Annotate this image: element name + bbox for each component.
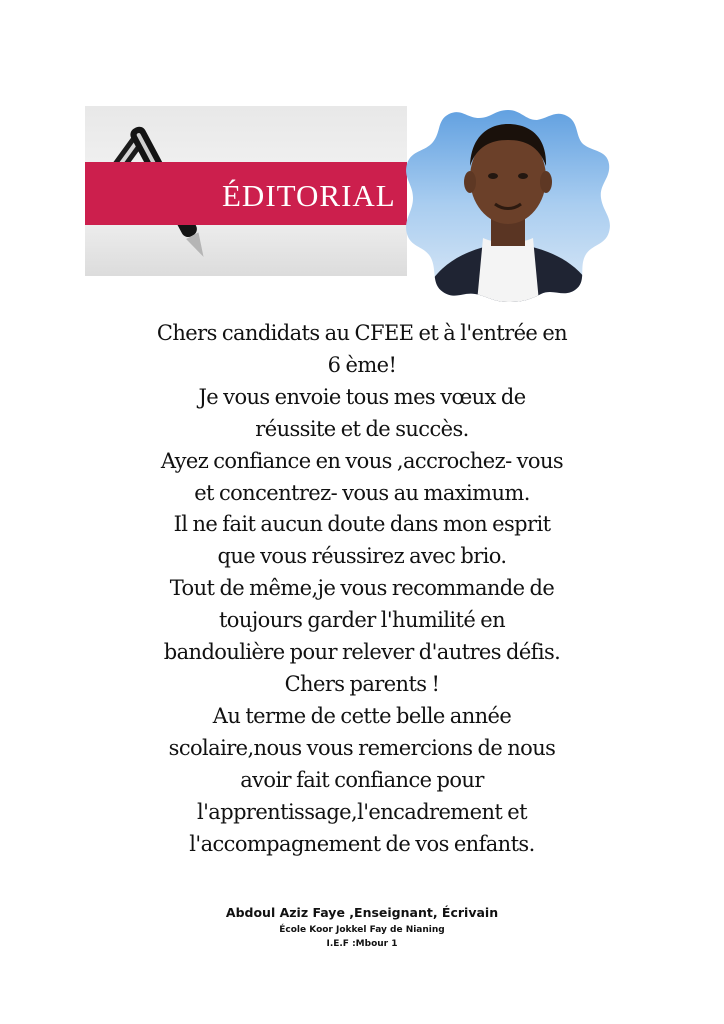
- signature-school: École Koor Jokkel Fay de Nianing: [279, 925, 445, 935]
- letter-line: et concentrez- vous au maximum.: [194, 480, 530, 505]
- letter-line: Chers candidats au CFEE et à l'entrée en: [156, 321, 568, 345]
- letter-line: Je vous envoie tous mes vœux de: [198, 384, 526, 409]
- editorial-letter: [92, 318, 632, 860]
- letter-line: Chers parents !: [284, 671, 440, 696]
- editorial-banner: [85, 106, 407, 276]
- letter-line: réussite et de succès.: [255, 416, 469, 441]
- letter-line: scolaire,nous vous remercions de nous: [168, 735, 556, 760]
- letter-line: bandoulière pour relever d'autres défis.: [163, 640, 561, 665]
- signature-name: Abdoul Aziz Faye ,Enseignant, Écrivain: [225, 905, 499, 920]
- letter-line: l'apprentissage,l'encadrement et: [197, 799, 527, 824]
- letter-line: Tout de même,je vous recommande de: [169, 576, 555, 601]
- letter-line: avoir fait confiance pour: [240, 767, 484, 792]
- author-photo: [403, 106, 613, 302]
- letter-line: l'accompagnement de vos enfants.: [189, 831, 535, 856]
- letter-line: 6 ème!: [327, 352, 397, 377]
- letter-line: Au terme de cette belle année: [212, 703, 512, 728]
- letter-line: Il ne fait aucun doute dans mon esprit: [173, 512, 551, 537]
- letter-line: que vous réussirez avec brio.: [217, 544, 507, 569]
- signature-ief: I.E.F :Mbour 1: [326, 939, 398, 949]
- letter-line: Ayez confiance en vous ,accrochez- vous: [160, 448, 564, 473]
- banner-title: ÉDITORIAL: [222, 178, 396, 213]
- letter-line: toujours garder l'humilité en: [218, 608, 506, 633]
